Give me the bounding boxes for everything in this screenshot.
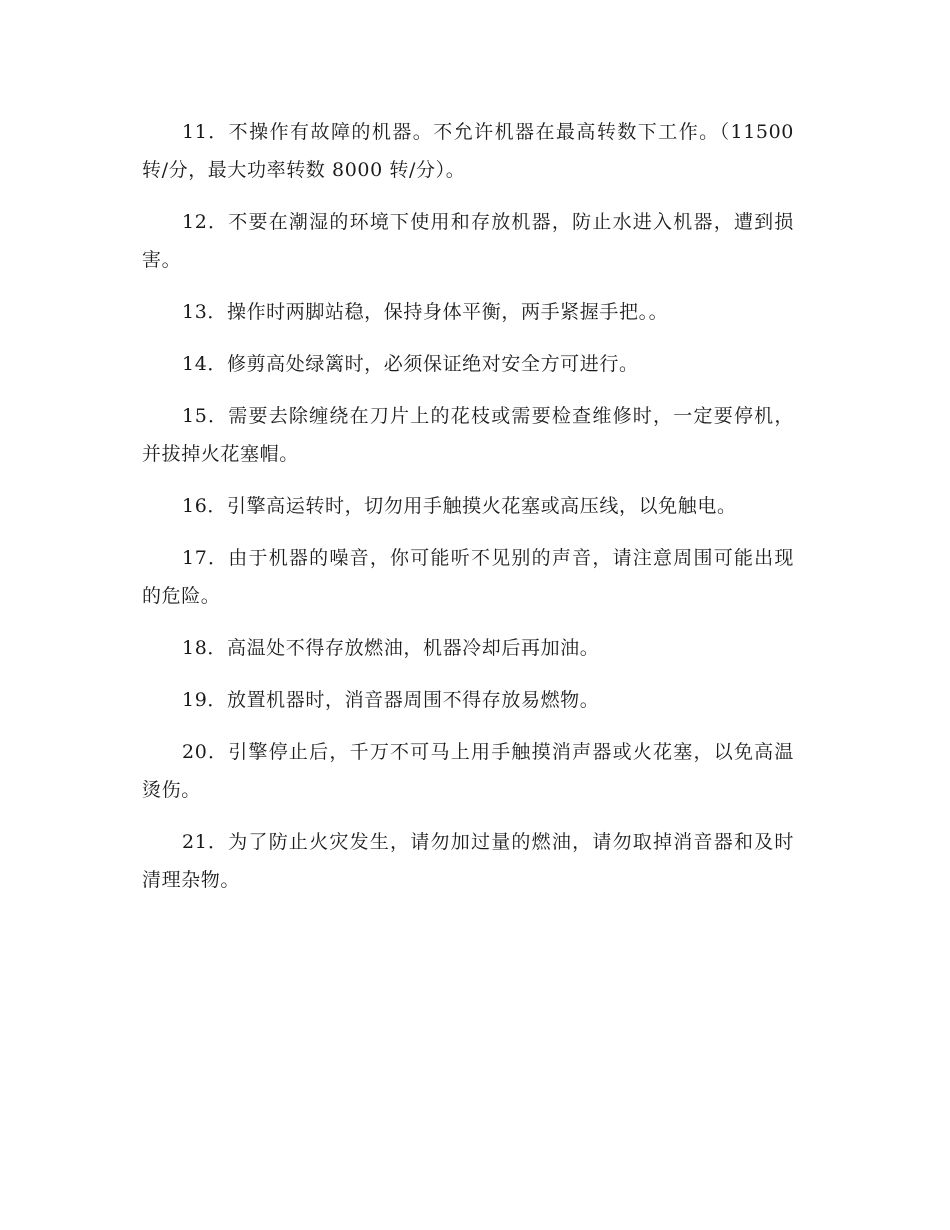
- instruction-item-20: 20．引擎停止后，千万不可马上用手触摸消声器或火花塞，以免高温烫伤。: [142, 741, 794, 801]
- instruction-item-21: 21．为了防止火灾发生，请勿加过量的燃油，请勿取掉消音器和及时清理杂物。: [142, 831, 794, 891]
- instruction-item-12: 12．不要在潮湿的环境下使用和存放机器，防止水进入机器，遭到损害。: [142, 211, 794, 271]
- instruction-item-16: 16．引擎高运转时，切勿用手触摸火花塞或高压线，以免触电。: [182, 495, 737, 517]
- instruction-item-19: 19．放置机器时，消音器周围不得存放易燃物。: [182, 689, 600, 711]
- instruction-item-14: 14．修剪高处绿篱时，必须保证绝对安全方可进行。: [182, 353, 639, 375]
- instruction-item-15: 15．需要去除缠绕在刀片上的花枝或需要检查维修时，一定要停机，并拔掉火花塞帽。: [142, 405, 794, 465]
- instruction-item-17: 17．由于机器的噪音，你可能听不见别的声音，请注意周围可能出现的危险。: [142, 547, 794, 607]
- instruction-item-13: 13．操作时两脚站稳，保持身体平衡，两手紧握手把。。: [182, 301, 669, 323]
- instruction-item-18: 18．高温处不得存放燃油，机器冷却后再加油。: [182, 637, 600, 659]
- instruction-item-11: 11．不操作有故障的机器。不允许机器在最高转数下工作。（11500 转/分，最大功率转数 8000 转/分）。: [142, 121, 794, 181]
- safety-instructions-list: [142, 113, 794, 913]
